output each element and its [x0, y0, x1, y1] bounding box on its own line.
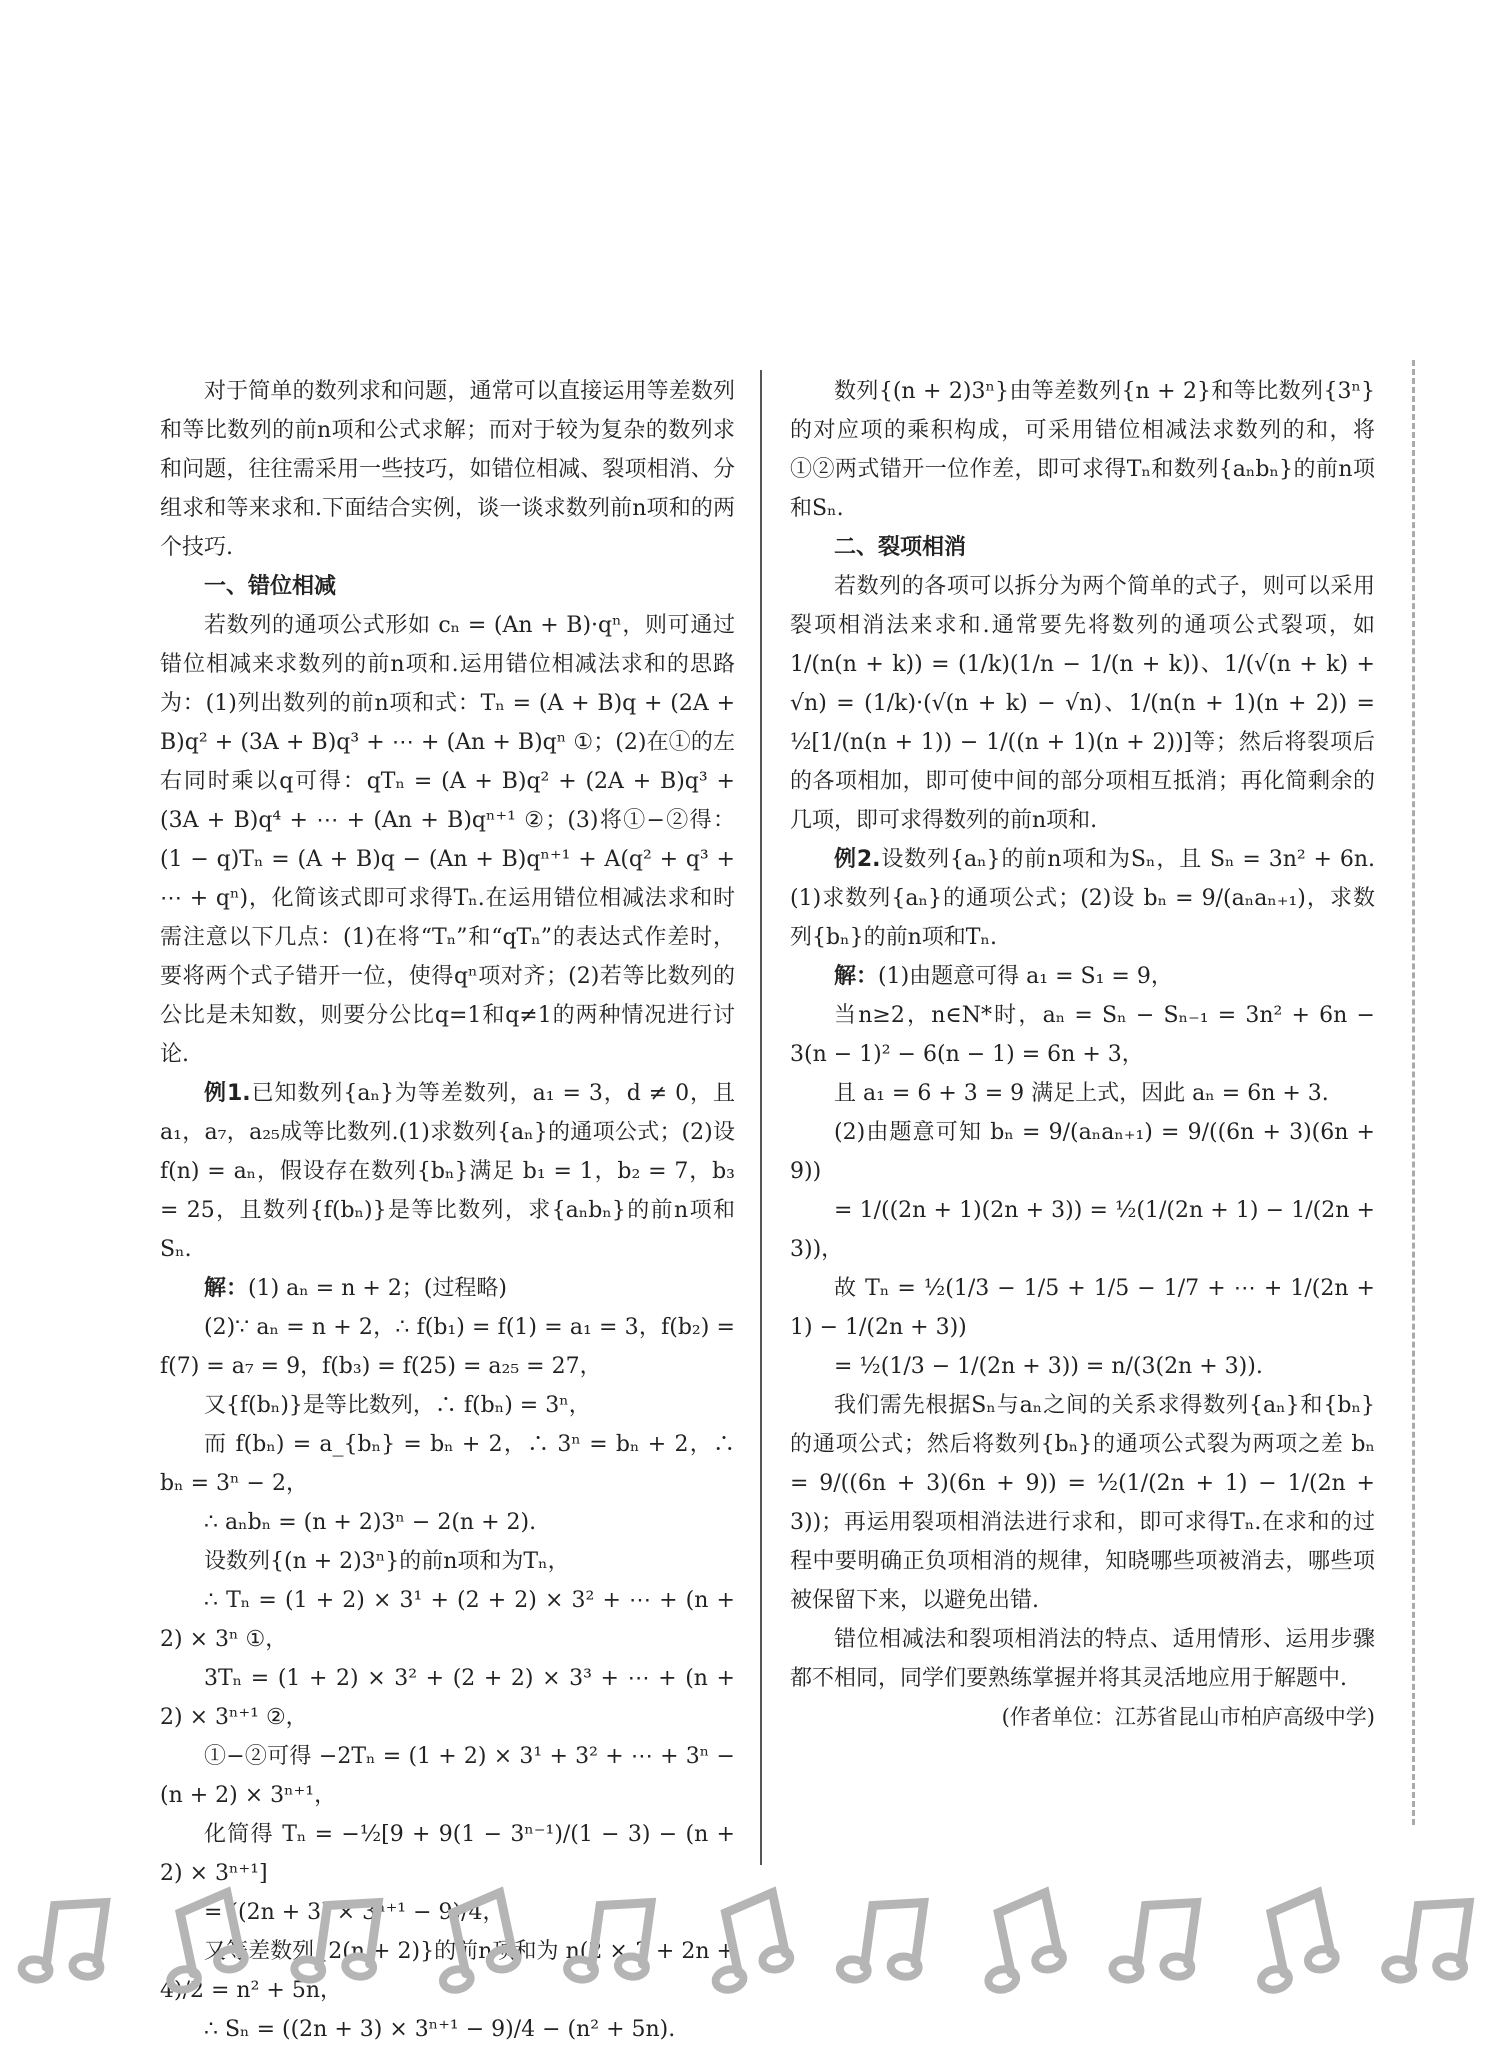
solution-2-step-5: = 1/((2n + 1)(2n + 3)) = ½(1/(2n + 1) − 1/(2n + 3))，	[790, 1198, 1375, 1262]
solution-1-step-5: ∴ aₙbₙ = (n + 2)3ⁿ − 2(n + 2).	[204, 1510, 537, 1535]
author-affiliation: (作者单位：江苏省昆山市柏庐高级中学)	[1001, 1705, 1375, 1729]
solution-1-step-8: 3Tₙ = (1 + 2) × 3² + (2 + 2) × 3³ + ⋯ + (n + 2) × 3ⁿ⁺¹ ②，	[160, 1666, 735, 1730]
music-note-icon	[1384, 1892, 1473, 1988]
example-2	[790, 840, 1375, 957]
solution-1-step-9: ①−②可得 −2Tₙ = (1 + 2) × 3¹ + 3² + ⋯ + 3ⁿ − (n + 2) × 3ⁿ⁺¹，	[160, 1744, 735, 1808]
solution-2-step-2: 当n≥2，n∈N*时，aₙ = Sₙ − Sₙ₋₁ = 3n² + 6n − 3(n − 1)² − 6(n − 1) = 6n + 3，	[790, 1003, 1375, 1067]
method-paragraph: 若数列的通项公式形如 cₙ = (An + B)·qⁿ，则可通过错位相减来求数列的前n项和.运用错位相减法求和的思路为：(1)列出数列的前n项和式：Tₙ = (A + B)q + (2A + B)q² + (3A + B)q³ + ⋯ + (An + B)qⁿ ①；(2)在①的左右同时乘以q可得：qTₙ = (A + B)q² + (2A + B)q³ + (3A + B)q⁴ + ⋯ + (An + B)qⁿ⁺¹ ②；(3)将①−②得：(1 − q)Tₙ = (A + B)q − (An + B)qⁿ⁺¹ + A(q² + q³ + ⋯ + qⁿ)，化简该式即可求得Tₙ.在运用错位相减法求和时需注意以下几点：(1)在将“Tₙ”和“qTₙ”的表达式作差时，要将两个式子错开一位，使得qⁿ项对齐；(2)若等比数列的公比是未知数，则要分公比q=1和q≠1的两种情况进行讨论.	[160, 613, 735, 1067]
solution-2-step-3: 且 a₁ = 6 + 3 = 9 满足上式，因此 aₙ = 6n + 3.	[834, 1081, 1329, 1106]
music-note-icon	[427, 1892, 521, 1992]
example-2-label: 例2.	[834, 847, 881, 872]
music-note-icon	[1246, 1892, 1340, 1992]
solution-1-step-13: ∴ Sₙ = ((2n + 3) × 3ⁿ⁺¹ − 9)/4 − (n² + 5n).	[204, 2017, 676, 2042]
solution-1-label: 解：	[204, 1276, 249, 1301]
section-heading-1: 一、错位相减	[204, 574, 337, 599]
solution-1-step-1	[160, 1269, 735, 1308]
solution-1-step-12: 又等差数列{2(n + 2)}的前n项和为 n(2 × 3 + 2n + 4)/2 = n² + 5n，	[160, 1939, 735, 2003]
analysis-paragraph-2: 我们需先根据Sₙ与aₙ之间的关系求得数列{aₙ}和{bₙ}的通项公式；然后将数列{bₙ}的通项公式裂为两项之差 bₙ = 9/((6n + 3)(6n + 9)) = ½(1/(2n + 1) − 1/(2n + 3))；再运用裂项相消法进行求和，即可求得Tₙ.在求和的过程中要明确正负项相消的规律，知晓哪些项被消去，哪些项被保留下来，以避免出错.	[790, 1393, 1375, 1613]
solution-1-step-6: 设数列{(n + 2)3ⁿ}的前n项和为Tₙ，	[204, 1549, 570, 1574]
solution-2-step-6: 故 Tₙ = ½(1/3 − 1/5 + 1/5 − 1/7 + ⋯ + 1/(2n + 1) − 1/(2n + 3))	[790, 1276, 1375, 1340]
conclusion-paragraph: 错位相减法和裂项相消法的特点、适用情形、运用步骤都不相同，同学们要熟练掌握并将其灵活地应用于解题中.	[790, 1627, 1375, 1691]
left-column	[160, 372, 735, 2049]
solution-2-step-1-text: (1)由题意可得 a₁ = S₁ = 9，	[878, 964, 1173, 989]
column-divider	[760, 370, 762, 1865]
solution-1-step-11: = ((2n + 3) × 3ⁿ⁺¹ − 9)/4，	[204, 1900, 505, 1925]
analysis-paragraph-1: 数列{(n + 2)3ⁿ}由等差数列{n + 2}和等比数列{3ⁿ}的对应项的乘积构成，可采用错位相减法求数列的和，将①②两式错开一位作差，即可求得Tₙ和数列{aₙbₙ}的前n项和Sₙ.	[790, 379, 1375, 521]
solution-2-label: 解：	[834, 964, 879, 989]
solution-1-step-3: 又{f(bₙ)}是等比数列，∴ f(bₙ) = 3ⁿ，	[204, 1393, 591, 1418]
music-note-icon	[566, 1892, 655, 1988]
solution-2-step-4: (2)由题意可知 bₙ = 9/(aₙaₙ₊₁) = 9/((6n + 3)(6n + 9))	[790, 1120, 1375, 1184]
solution-1-step-10: 化简得 Tₙ = −½[9 + 9(1 − 3ⁿ⁻¹)/(1 − 3) − (n + 2) × 3ⁿ⁺¹]	[160, 1822, 735, 1886]
right-column	[790, 372, 1375, 1737]
solution-1-step-2: (2)∵ aₙ = n + 2，∴ f(b₁) = f(1) = a₁ = 3，f(b₂) = f(7) = a₇ = 9，f(b₃) = f(25) = a₂₅ = 27，	[160, 1315, 735, 1379]
music-note-icon	[20, 1892, 109, 1988]
music-note-border	[0, 1880, 1500, 2000]
page-edge-dashed-line	[1412, 360, 1415, 1825]
example-2-text: 设数列{aₙ}的前n项和为Sₙ，且 Sₙ = 3n² + 6n.(1)求数列{aₙ}的通项公式；(2)设 bₙ = 9/(aₙaₙ₊₁)，求数列{bₙ}的前n项和Tₙ.	[790, 847, 1376, 950]
solution-1-step-4: 而 f(bₙ) = a_{bₙ} = bₙ + 2，∴ 3ⁿ = bₙ + 2，∴ bₙ = 3ⁿ − 2，	[160, 1432, 735, 1496]
example-1-label: 例1.	[204, 1081, 251, 1106]
solution-2-step-7: = ½(1/3 − 1/(2n + 3)) = n/(3(2n + 3)).	[834, 1354, 1263, 1379]
music-note-icon	[155, 1892, 249, 1992]
music-note-icon	[1111, 1892, 1200, 1988]
solution-1-step-7: ∴ Tₙ = (1 + 2) × 3¹ + (2 + 2) × 3² + ⋯ + (n + 2) × 3ⁿ ①，	[160, 1588, 735, 1652]
music-note-icon	[293, 1892, 382, 1988]
example-1	[160, 1074, 735, 1269]
method-paragraph-2: 若数列的各项可以拆分为两个简单的式子，则可以采用裂项相消法来求和.通常要先将数列的通项公式裂项，如 1/(n(n + k)) = (1/k)(1/n − 1/(n + k))、1/(√(n + k) + √n) = (1/k)·(√(n + k) − √n)、1/(n(n + 1)(n + 2)) = ½[1/(n(n + 1)) − 1/((n + 1)(n + 2))]等；然后将裂项后的各项相加，即可使中间的部分项相互抵消；再化简剩余的几项，即可求得数列的前n项和.	[790, 574, 1375, 833]
section-heading-2: 二、裂项相消	[834, 535, 967, 560]
example-1-text: 已知数列{aₙ}为等差数列，a₁ = 3，d ≠ 0，且a₁，a₇，a₂₅成等比数列.(1)求数列{aₙ}的通项公式；(2)设 f(n) = aₙ，假设存在数列{bₙ}满足 b₁ = 1，b₂ = 7，b₃ = 25，且数列{f(bₙ)}是等比数列，求{aₙbₙ}的前n项和Sₙ.	[160, 1081, 736, 1262]
solution-1-step-1-text: (1) aₙ = n + 2；(过程略)	[248, 1276, 507, 1301]
intro-paragraph: 对于简单的数列求和问题，通常可以直接运用等差数列和等比数列的前n项和公式求解；而对于较为复杂的数列求和问题，往往需采用一些技巧，如错位相减、裂项相消、分组求和等来求和.下面结合实例，谈一谈求数列前n项和的两个技巧.	[160, 379, 735, 560]
music-note-icon	[700, 1892, 794, 1992]
music-note-icon	[838, 1892, 927, 1988]
solution-2-step-1	[790, 957, 1375, 996]
music-note-icon	[973, 1892, 1067, 1992]
